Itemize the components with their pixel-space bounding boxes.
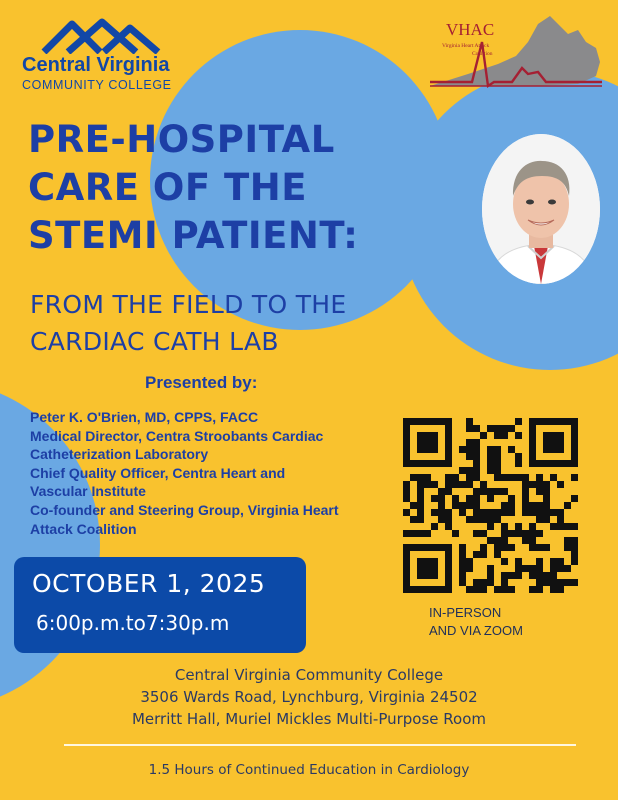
- vhac-name-line1: Virginia Heart Attack: [442, 43, 490, 49]
- divider-line: [64, 744, 576, 746]
- registration-qr-code[interactable]: [403, 418, 578, 593]
- ce-hours-footer: 1.5 Hours of Continued Education in Cardiology: [148, 762, 470, 778]
- presenter-bio-line: Vascular Institute: [30, 483, 146, 500]
- vhac-logo: [428, 12, 604, 94]
- attendance-line: IN-PERSON: [429, 605, 502, 620]
- presenter-photo: [482, 134, 600, 284]
- event-date: OCTOBER 1, 2025: [32, 569, 266, 598]
- subtitle-line: CARDIAC CATH LAB: [30, 327, 279, 356]
- attendance-line: AND VIA ZOOM: [429, 623, 523, 638]
- presenter-bio-line: Co-founder and Steering Group, Virginia Heart: [30, 501, 339, 518]
- vhac-name-line2: Coalition: [472, 51, 493, 57]
- mountains-icon: [40, 18, 164, 54]
- presenter-name: Peter K. O'Brien, MD, CPPS, FACC: [30, 409, 259, 425]
- event-time: 6:00p.m.to7:30p.m: [36, 611, 230, 635]
- presenter-bio-line: Attack Coalition: [30, 520, 137, 537]
- college-logo: [22, 16, 192, 96]
- venue-room: Merritt Hall, Muriel Mickles Multi-Purpose Room: [131, 710, 486, 728]
- title-line: CARE OF THE: [28, 166, 308, 209]
- presenter-bio: [30, 408, 339, 538]
- college-name: Central Virginia: [22, 54, 170, 76]
- date-time-box: [14, 557, 306, 653]
- title-line: PRE-HOSPITAL: [28, 118, 335, 161]
- venue-name: Central Virginia Community College: [174, 666, 444, 684]
- vhac-acronym: VHAC: [446, 20, 495, 39]
- venue-address: 3506 Wards Road, Lynchburg, Virginia 24502: [140, 688, 478, 706]
- attendance-mode: [429, 604, 523, 640]
- title-line: STEMI PATIENT:: [28, 214, 359, 257]
- presenter-bio-line: Medical Director, Centra Stroobants Cardiac: [30, 427, 324, 444]
- page-subtitle: [30, 286, 347, 360]
- venue-info: [0, 664, 618, 730]
- presenter-bio-line: Chief Quality Officer, Centra Heart and: [30, 464, 286, 481]
- subtitle-line: FROM THE FIELD TO THE: [30, 290, 347, 319]
- page-title: [28, 116, 358, 260]
- presenter-bio-line: Catheterization Laboratory: [30, 446, 209, 463]
- presented-by-label: Presented by:: [145, 373, 258, 392]
- college-subname: COMMUNITY COLLEGE: [22, 78, 172, 92]
